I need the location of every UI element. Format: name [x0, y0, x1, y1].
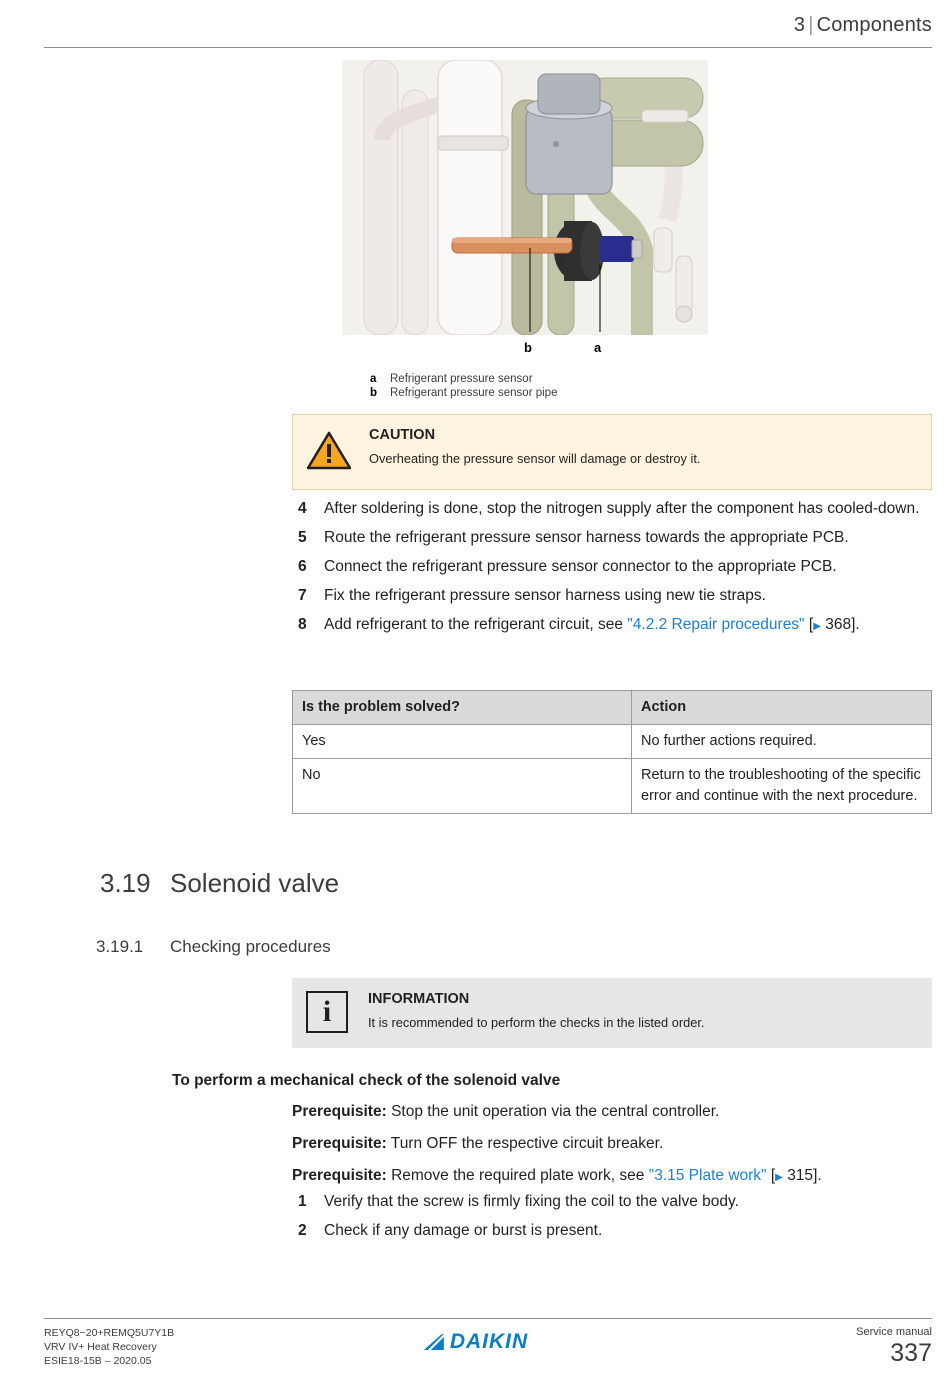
prerequisite-item-with-link: Prerequisite: Remove the required plate work, see "3.15 Plate work" [▶ 315].: [292, 1167, 822, 1184]
table-header-row: [293, 691, 932, 725]
procedure-step: [292, 556, 932, 578]
table-header-cell: Action: [632, 691, 932, 725]
page-reference: 368: [825, 616, 852, 633]
step-text: Check if any damage or burst is present.: [324, 1222, 603, 1239]
cross-reference-repair-procedures[interactable]: [627, 616, 804, 633]
figure-legend: [370, 372, 557, 400]
step-number: 2: [298, 1222, 307, 1239]
information-title: INFORMATION: [368, 991, 470, 1007]
information-content: [368, 991, 918, 1033]
daikin-mark-icon: [422, 1332, 446, 1352]
footer-page-number: 337: [890, 1339, 932, 1367]
header-chapter-title: Components: [816, 14, 932, 36]
table-cell-action: Return to the troubleshooting of the specific error and continue with the next procedure.: [632, 759, 932, 814]
step-text: Verify that the screw is firmly fixing the coil to the valve body.: [324, 1193, 739, 1210]
section-heading: [100, 868, 932, 899]
procedure-step-8: [292, 614, 932, 638]
page-header: [44, 14, 932, 50]
table-cell-question: No: [293, 759, 632, 814]
footer-manual-type: Service manual: [856, 1326, 932, 1338]
section-title: Solenoid valve: [170, 868, 340, 898]
caution-text: Overheating the pressure sensor will damage or destroy it.: [369, 451, 701, 466]
footer-page-info: [856, 1326, 932, 1367]
procedure-step: [292, 585, 932, 607]
step-number: 4: [298, 500, 307, 517]
header-separator: |: [808, 14, 814, 36]
procedure-step: [292, 1220, 932, 1242]
warning-triangle-icon: [307, 427, 351, 475]
step-number: 1: [298, 1193, 307, 1210]
step-number: 6: [298, 558, 307, 575]
figure-callout-b: b: [524, 340, 532, 355]
info-icon: [306, 991, 350, 1033]
prerequisite-label: Prerequisite:: [292, 1167, 387, 1184]
header-chapter-number: 3: [793, 14, 806, 36]
header-title: [44, 14, 932, 37]
prerequisite-text: Remove the required plate work, see: [391, 1167, 645, 1184]
prerequisite-text: Turn OFF the respective circuit breaker.: [390, 1135, 664, 1152]
prerequisites-list: [292, 1101, 932, 1199]
page-ref-triangle-icon: ▶: [813, 621, 821, 632]
procedure-step: [292, 1191, 932, 1213]
header-divider: [44, 47, 932, 48]
info-i-glyph: i: [306, 991, 348, 1033]
legend-key-b: b: [370, 387, 378, 399]
caution-box: [292, 414, 932, 490]
section-number: 3.19: [100, 868, 151, 898]
legend-text-b: Refrigerant pressure sensor pipe: [390, 387, 558, 399]
procedure-step: [292, 498, 932, 520]
caution-content: [369, 427, 917, 475]
table-row: [293, 759, 932, 814]
cross-reference-label: "4.2.2 Repair procedures": [627, 616, 805, 633]
prerequisite-trailing: ].: [813, 1167, 822, 1184]
procedure-step: [292, 527, 932, 549]
table-header-cell: Is the problem solved?: [293, 691, 632, 725]
mechanical-check-steps: [292, 1191, 932, 1249]
table-cell-question: Yes: [293, 725, 632, 759]
figure-illustration: [342, 60, 708, 335]
information-box: [292, 978, 932, 1048]
subsection-title: Checking procedures: [170, 937, 331, 956]
page-ref-triangle-icon: ▶: [775, 1172, 783, 1183]
footer-model: REYQ8~20+REMQ5U7Y1B: [44, 1327, 175, 1339]
information-text: It is recommended to perform the checks in the listed order.: [368, 1015, 705, 1030]
step-number: 8: [298, 616, 307, 633]
prerequisite-text: Stop the unit operation via the central controller.: [391, 1103, 720, 1120]
step-text: After soldering is done, stop the nitrogen supply after the component has cooled-down.: [324, 500, 920, 517]
problem-solved-table: [292, 690, 932, 814]
cross-reference-label: "3.15 Plate work": [648, 1167, 767, 1184]
legend-item: [370, 372, 557, 386]
footer-doc-id: ESIE18-15B – 2020.05: [44, 1355, 152, 1367]
subsection-heading: [96, 937, 932, 957]
prerequisite-item: [292, 1133, 932, 1155]
step-text: Add refrigerant to the refrigerant circuit, see "4.2.2 Repair procedures" [▶ 368].: [324, 616, 860, 633]
step-text: Route the refrigerant pressure sensor harness towards the appropriate PCB.: [324, 529, 849, 546]
footer-document-info: [44, 1326, 174, 1368]
figure-callout-labels: [342, 340, 708, 358]
figure-callout-a: a: [594, 340, 602, 355]
step-8-lead: Add refrigerant to the refrigerant circuit, see: [324, 616, 623, 633]
step-8-trailing: ].: [851, 616, 860, 633]
legend-key-a: a: [370, 373, 377, 385]
page-reference: 315: [787, 1167, 814, 1184]
prerequisite-label: Prerequisite:: [292, 1135, 387, 1152]
step-text: Fix the refrigerant pressure sensor harness using new tie straps.: [324, 587, 766, 604]
figure-pressure-sensor: [342, 60, 708, 335]
procedure-title: To perform a mechanical check of the solenoid valve: [172, 1072, 561, 1089]
legend-text-a: Refrigerant pressure sensor: [390, 373, 533, 385]
step-number: 5: [298, 529, 307, 546]
daikin-wordmark: DAIKIN: [449, 1330, 529, 1353]
subsection-number: 3.19.1: [96, 937, 144, 956]
prerequisite-label: Prerequisite:: [292, 1103, 387, 1120]
cross-reference-plate-work[interactable]: [649, 1167, 767, 1184]
caution-title: CAUTION: [369, 427, 436, 443]
table-cell-action: No further actions required.: [632, 725, 932, 759]
footer-product: VRV IV+ Heat Recovery: [44, 1341, 157, 1353]
procedure-steps-list: [292, 498, 932, 645]
step-number: 7: [298, 587, 307, 604]
daikin-logo: [422, 1330, 528, 1354]
legend-item: [370, 386, 557, 400]
prerequisite-item: [292, 1101, 932, 1123]
table-row: [293, 725, 932, 759]
footer-divider: [44, 1318, 932, 1319]
step-text: Connect the refrigerant pressure sensor connector to the appropriate PCB.: [324, 558, 837, 575]
